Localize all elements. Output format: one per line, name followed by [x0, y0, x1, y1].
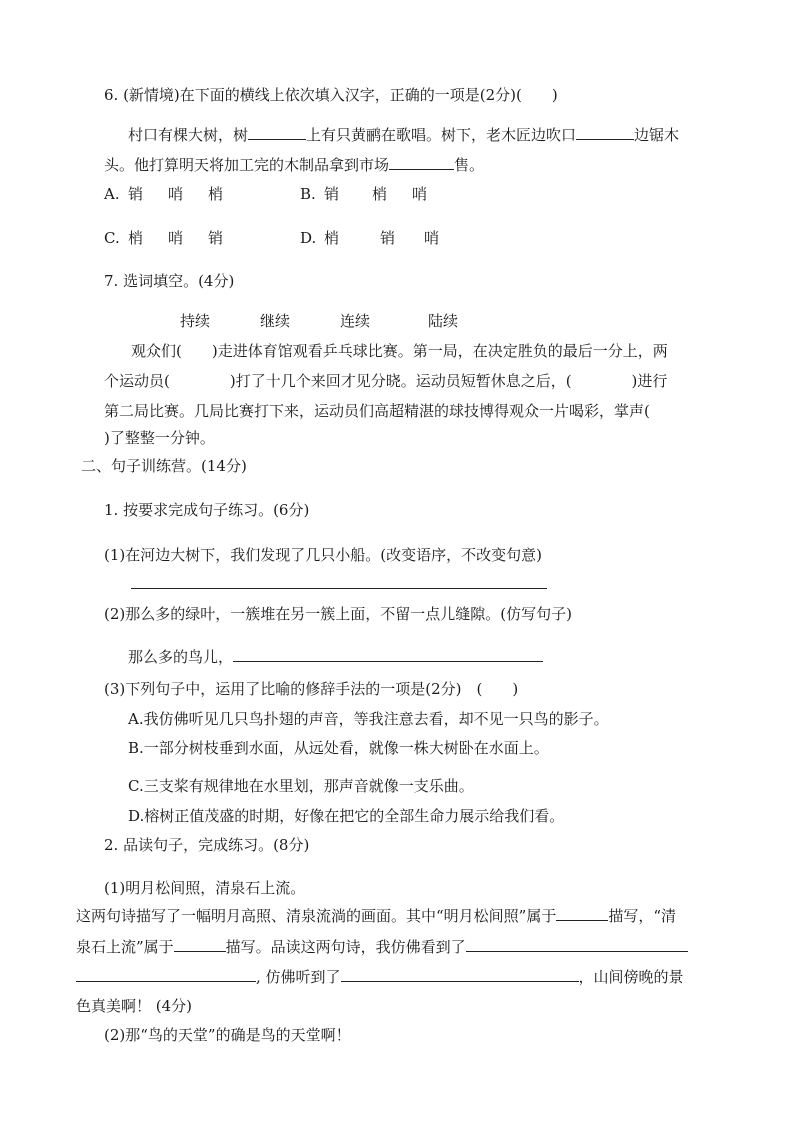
option-char: 哨	[412, 185, 428, 203]
option-char: 销	[380, 229, 396, 247]
s2-q1-answer-line-1[interactable]	[131, 574, 547, 589]
option-char: 销	[324, 185, 340, 203]
section-title: 二、句子训练营。(14分)	[81, 457, 247, 475]
s2-q1-answer-line-2[interactable]	[233, 647, 543, 662]
q6-stem: 6. (新情境)在下面的横线上依次填入汉字，正确的一项是(2分)( )	[104, 86, 558, 104]
s2-q2-blank-1[interactable]	[556, 906, 608, 921]
s2-q1-choice-d[interactable]: D.榕树正值茂盛的时期，好像在把它的全部生命力展示给我们看。	[128, 807, 565, 825]
para-text: 这两句诗描写了一幅明月高照、清泉流淌的画面。其中“明月松间照”属于	[76, 907, 557, 925]
q6-passage-line-2	[104, 155, 484, 175]
q7-word-bank	[180, 311, 458, 331]
q6-passage-line-1	[128, 125, 679, 145]
s2-q1-choice-c[interactable]: C.三支桨有规律地在水里划，那声音就像一支乐曲。	[128, 777, 474, 795]
sub2-lead-text: 那么多的鸟儿，	[128, 648, 234, 666]
s2-q2-blank-2[interactable]	[174, 937, 226, 952]
s2-q2-sub2: (2)那“鸟的天堂”的确是鸟的天堂啊！	[104, 1026, 351, 1044]
s2-q1-stem: 1. 按要求完成句子练习。(6分)	[104, 501, 310, 519]
s2-q1-choice-a[interactable]: A.我仿佛听见几只鸟扑翅的声音，等我注意去看，却不见一只鸟的影子。	[128, 710, 609, 728]
s2-q2-para-line-4: 色真美啊！ (4分)	[76, 997, 193, 1015]
s2-q2-blank-5[interactable]	[341, 967, 579, 982]
word-choice: 持续	[180, 312, 211, 330]
para-text: 描写，“清	[608, 907, 677, 925]
s2-q1-sub2-lead	[128, 647, 543, 667]
s2-q1-choice-b[interactable]: B.一部分树枝垂到水面，从远处看，就像一株大树卧在水面上。	[128, 739, 549, 757]
q6-option-c[interactable]	[104, 228, 223, 248]
q7-passage-line-1: 观众们( )走进体育馆观看乒乓球比赛。第一局，在决定胜负的最后一分上，两	[131, 342, 668, 360]
option-char: 梢	[128, 229, 144, 247]
s2-q2-blank-4[interactable]	[76, 967, 256, 982]
para-text: , 仿佛听到了	[256, 968, 341, 986]
para-text: 泉石上流”属于	[76, 938, 174, 956]
q6-text: 边锯木	[634, 126, 680, 144]
para-text: ，山间傍晚的景	[578, 968, 684, 986]
q6-text: 头。他打算明天将加工完的木制品拿到市场	[104, 156, 390, 174]
s2-q1-sub3: (3)下列句子中，运用了比喻的修辞手法的一项是(2分) ( )	[104, 680, 519, 698]
q6-blank-1[interactable]	[248, 125, 306, 140]
option-char: 哨	[424, 229, 440, 247]
s2-q2-para-line-2	[76, 937, 688, 957]
s2-q2-stem: 2. 品读句子，完成练习。(8分)	[104, 836, 310, 854]
para-text: 描写。品读这两句诗，我仿佛看到了	[225, 938, 466, 956]
option-label: B.	[300, 185, 316, 203]
s2-q2-para-line-1	[76, 906, 676, 926]
q7-passage-line-3: 第二局比赛。几局比赛打下来，运动员们高超精湛的球技博得观众一片喝彩，掌声(	[104, 402, 650, 420]
s2-q2-para-line-3	[76, 967, 684, 987]
q6-text: 上有只黄鹂在歌唱。树下，老木匠边吹口	[306, 126, 577, 144]
q6-option-b[interactable]	[300, 184, 427, 204]
option-label: A.	[104, 185, 120, 203]
option-char: 梢	[372, 185, 388, 203]
q6-blank-3[interactable]	[389, 155, 454, 170]
q6-option-d[interactable]	[300, 228, 439, 248]
option-char: 哨	[168, 229, 184, 247]
option-label: C.	[104, 229, 120, 247]
option-char: 销	[128, 185, 144, 203]
s2-q2-sub1: (1)明月松间照，清泉石上流。	[104, 879, 306, 897]
option-char: 梢	[208, 185, 224, 203]
q6-option-a[interactable]	[104, 184, 223, 204]
q6-text: 售。	[454, 156, 485, 174]
s2-q1-sub1: (1)在河边大树下，我们发现了几只小船。(改变语序，不改变句意)	[104, 546, 542, 564]
s2-q1-sub2: (2)那么多的绿叶，一簇堆在另一簇上面，不留一点儿缝隙。(仿写句子)	[104, 605, 572, 623]
word-choice: 陆续	[428, 312, 459, 330]
option-char: 梢	[324, 229, 340, 247]
word-choice: 连续	[340, 312, 371, 330]
option-label: D.	[300, 229, 317, 247]
q7-stem: 7. 选词填空。(4分)	[104, 272, 235, 290]
q6-blank-2[interactable]	[576, 125, 634, 140]
word-choice: 继续	[260, 312, 291, 330]
q7-passage-line-2: 个运动员( )打了十几个来回才见分晓。运动员短暂休息之后，( )进行	[104, 372, 668, 390]
option-char: 哨	[168, 185, 184, 203]
q7-passage-line-4: )了整整一分钟。	[104, 429, 215, 447]
s2-q2-blank-3[interactable]	[466, 937, 688, 952]
option-char: 销	[208, 229, 224, 247]
q6-text: 村口有棵大树，树	[128, 126, 249, 144]
